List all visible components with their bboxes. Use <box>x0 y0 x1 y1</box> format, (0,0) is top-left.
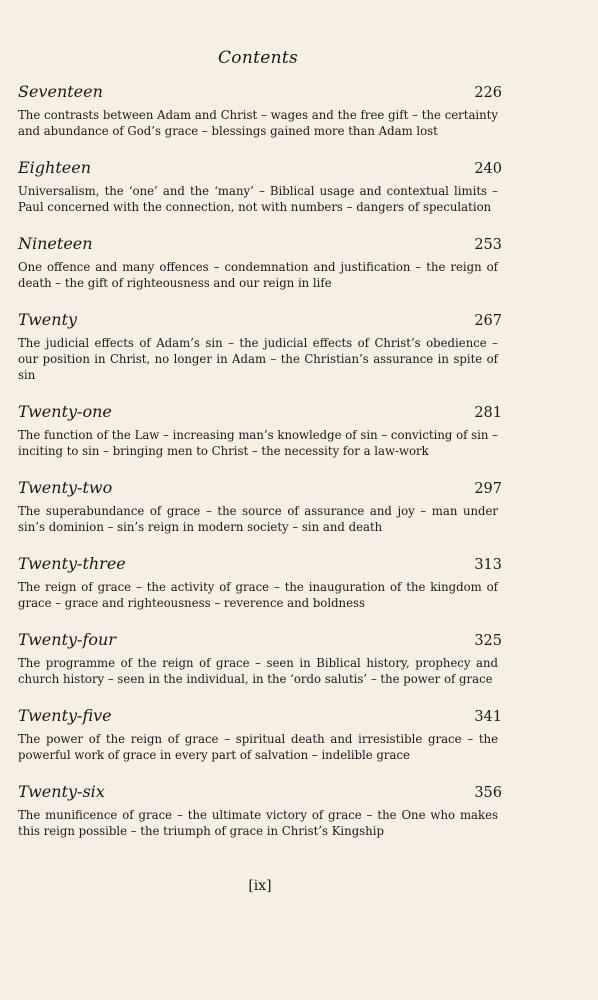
chapter-summary: The contrasts between Adam and Christ – wages and the free gift – the certainty and abundance of God’s grace – blessings gained more than Adam lost <box>18 108 498 138</box>
chapter-summary: The programme of the reign of grace – seen in Biblical history, prophecy and church history – seen in the individual, in the ‘ordo salutis’ – the power of grace <box>18 656 498 686</box>
entry-header <box>18 158 502 177</box>
chapter-summary: The power of the reign of grace – spiritual death and irresistible grace – the powerful work of grace in every part of salvation – indelible grace <box>18 732 498 762</box>
entry-header <box>18 478 502 497</box>
contents-entry <box>18 478 502 535</box>
contents-entry <box>18 310 502 383</box>
chapter-title: Twenty-six <box>18 782 105 801</box>
entry-header <box>18 82 502 101</box>
entry-header <box>18 630 502 649</box>
contents-page <box>18 48 502 858</box>
contents-entry <box>18 158 502 215</box>
chapter-title: Twenty-three <box>18 554 126 573</box>
chapter-summary: The function of the Law – increasing man’s knowledge of sin – convicting of sin – inciting to sin – bringing men to Christ – the necessity for a law-work <box>18 428 498 458</box>
chapter-summary: The superabundance of grace – the source of assurance and joy – man under sin’s dominion – sin’s reign in modern society – sin and death <box>18 504 498 534</box>
contents-entry <box>18 82 502 139</box>
chapter-summary: The judicial effects of Adam’s sin – the judicial effects of Christ’s obedience – our position in Christ, no longer in Adam – the Christian’s assurance in spite of sin <box>18 336 498 382</box>
contents-entry <box>18 706 502 763</box>
contents-entry <box>18 402 502 459</box>
entry-header <box>18 782 502 801</box>
entry-header <box>18 234 502 253</box>
chapter-title: Nineteen <box>18 234 93 253</box>
page-number: 325 <box>474 633 502 649</box>
chapter-summary: One offence and many offences – condemnation and justification – the reign of death – the gift of righteousness and our reign in life <box>18 260 498 290</box>
contents-heading: Contents <box>218 48 298 68</box>
page-number: 313 <box>474 557 502 573</box>
chapter-title: Eighteen <box>18 158 92 177</box>
chapter-title: Twenty-one <box>18 402 112 421</box>
contents-entry <box>18 782 502 839</box>
entry-header <box>18 554 502 573</box>
chapter-title: Twenty-two <box>18 478 113 497</box>
page-number: 341 <box>474 709 502 725</box>
page-number: 281 <box>474 405 502 421</box>
chapter-summary: The munificence of grace – the ultimate victory of grace – the One who makes this reign possible – the triumph of grace in Christ’s Kingship <box>18 808 498 838</box>
chapter-title: Twenty-five <box>18 706 112 725</box>
chapter-summary: Universalism, the ‘one’ and the ‘many’ – Biblical usage and contextual limits – Paul concerned with the connection, not with numbers – dangers of speculation <box>18 184 498 214</box>
page-folio: [ix] <box>248 878 272 894</box>
page-number: 297 <box>474 481 502 497</box>
contents-entry <box>18 630 502 687</box>
page-number: 267 <box>474 313 502 329</box>
entry-header <box>18 310 502 329</box>
contents-entry <box>18 234 502 291</box>
page-number: 253 <box>474 237 502 253</box>
page-number: 240 <box>474 161 502 177</box>
entry-header <box>18 402 502 421</box>
page-number: 226 <box>474 85 502 101</box>
chapter-title: Seventeen <box>18 82 103 101</box>
chapter-summary: The reign of grace – the activity of grace – the inauguration of the kingdom of grace – grace and righteousness – reverence and boldness <box>18 580 498 610</box>
entry-header <box>18 706 502 725</box>
chapter-title: Twenty <box>18 310 78 329</box>
contents-list <box>18 82 502 839</box>
chapter-title: Twenty-four <box>18 630 116 649</box>
contents-entry <box>18 554 502 611</box>
page-number: 356 <box>474 785 502 801</box>
